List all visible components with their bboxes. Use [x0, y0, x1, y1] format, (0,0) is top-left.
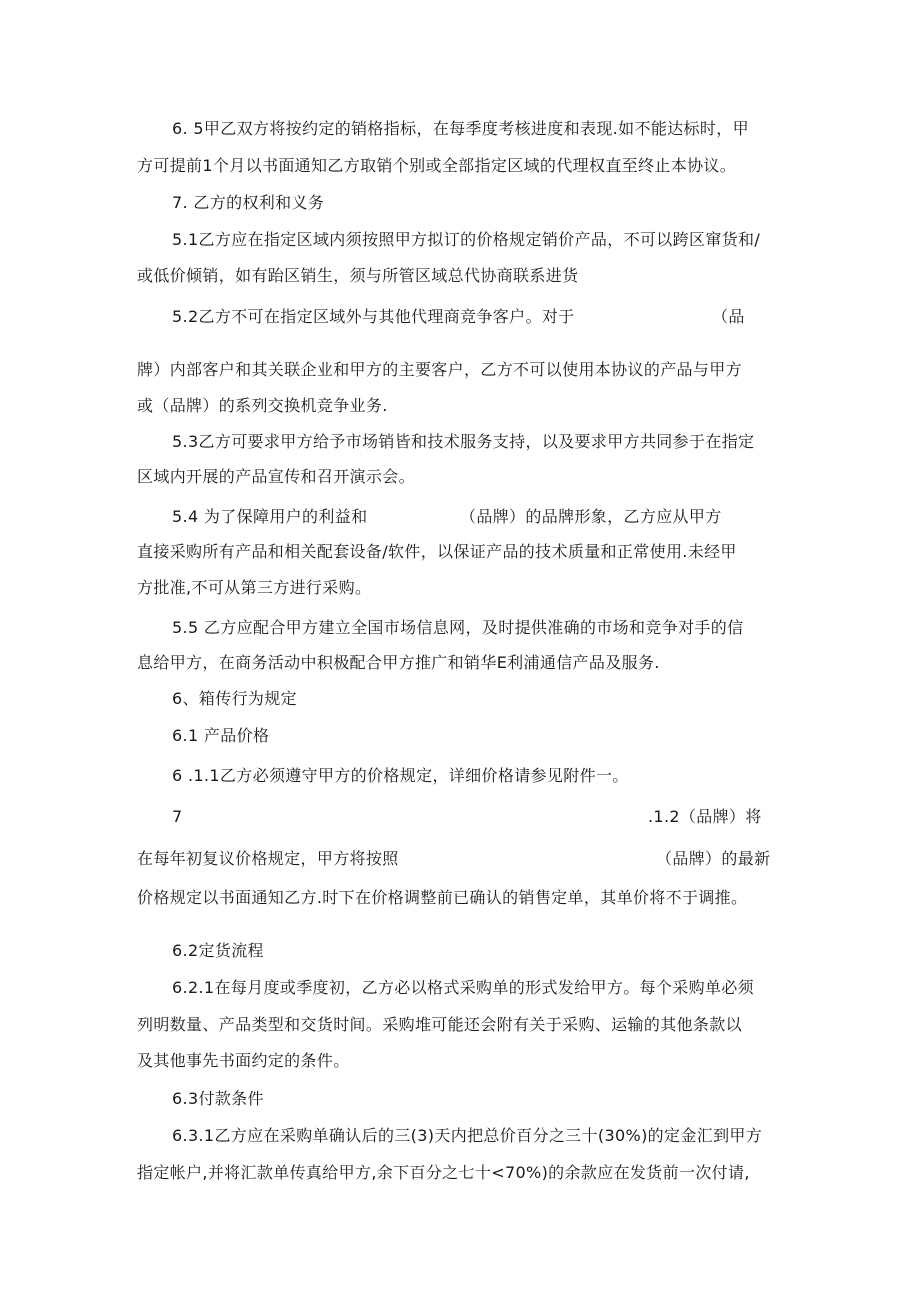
paragraph-5-3-line-2: 区域内开展的产品宣传和召开演示会。 — [137, 467, 415, 486]
paragraph-6-1-2-number: 7 — [172, 807, 183, 826]
paragraph-6-2-1-line-2: 列明数量、产品类型和交货时间。采购堆可能还会附有关于采购、运输的其他条款以 — [137, 1015, 742, 1034]
paragraph-6-1-2-line-1: .1.2（品牌）将 — [648, 807, 762, 826]
paragraph-5-3-line-1: 5.3乙方可要求甲方给予市场销皆和技术服务支持，以及要求甲方共同参于在指定 — [172, 432, 755, 451]
paragraph-6-5-line-2: 方可提前1个月以书面通知乙方取销个别或全部指定区域的代理权直至终止本协议。 — [137, 156, 737, 175]
paragraph-6-5-line-1: 6. 5甲乙双方将按约定的销格指标，在每季度考核进度和表现.如不能达标时，甲 — [172, 119, 749, 138]
paragraph-5-4-line-3: 方批准,不可从第三方进行采购。 — [137, 578, 372, 597]
subsection-6-2-heading: 6.2定货流程 — [172, 941, 264, 960]
subsection-6-3-heading: 6.3付款条件 — [172, 1089, 264, 1108]
section-7-heading: 7. 乙方的权利和义务 — [172, 193, 325, 212]
paragraph-5-2-line-3: 或（品牌）的系列交换机竞争业务. — [137, 396, 388, 415]
paragraph-5-5-line-2: 息给甲方，在商务活动中积极配合甲方推广和销华E利浦通信产品及服务. — [137, 653, 660, 672]
paragraph-6-3-1-line-2: 指定帐户,并将汇款单传真给甲方,余下百分之七十<70%)的余款应在发货前一次付请, — [137, 1163, 750, 1182]
paragraph-6-1-1: 6 .1.1乙方必须遵守甲方的价格规定，详细价格请参见附件一。 — [172, 766, 629, 785]
paragraph-5-1-line-2: 或低价倾销，如有跆区销生，须与所管区域总代协商联系进货 — [137, 266, 579, 285]
paragraph-5-2-line-2: 牌）内部客户和其关联企业和甲方的主要客户，乙方不可以使用本协议的产品与甲方 — [137, 360, 742, 379]
paragraph-5-4-line-2: 直接采购所有产品和相关配套设备/软件，以保证产品的技术质量和正常使用.未经甲 — [137, 542, 737, 561]
paragraph-5-4-line-1b: （品牌）的品牌形象，乙方应从甲方 — [460, 507, 722, 526]
paragraph-6-3-1-line-1: 6.3.1乙方应在采购单确认后的三(3)天内把总价百分之三十(30%)的定金汇到甲方 — [172, 1126, 763, 1145]
section-6-heading: 6、箱传行为规定 — [172, 689, 297, 708]
paragraph-5-2-line-1: 5.2乙方不可在指定区域外与其他代理商竞争客户。对于 — [172, 307, 575, 326]
paragraph-5-2-brand-fragment: （品 — [712, 307, 745, 326]
paragraph-6-1-2-line-3: 价格规定以书面通知乙方.时下在价格调整前已确认的销售定单，其单价将不于调推。 — [137, 888, 748, 907]
paragraph-6-2-1-line-3: 及其他事先书面约定的条件。 — [137, 1051, 350, 1070]
paragraph-5-1-line-1: 5.1乙方应在指定区域内须按照甲方拟订的价格规定销价产品，不可以跨区窜货和/ — [172, 230, 761, 249]
paragraph-6-1-2-line-2b: （品牌）的最新 — [656, 849, 771, 868]
paragraph-5-5-line-1: 5.5 乙方应配合甲方建立全国市场信息网，及时提供准确的市场和竞争对手的信 — [172, 618, 744, 637]
subsection-6-1-heading: 6.1 产品价格 — [172, 726, 270, 745]
paragraph-6-1-2-line-2a: 在每年初复议价格规定，甲方将按照 — [137, 849, 399, 868]
paragraph-5-4-line-1a: 5.4 为了保障用户的利益和 — [172, 507, 368, 526]
paragraph-6-2-1-line-1: 6.2.1在每月度或季度初，乙方必以格式采购单的形式发给甲方。每个采购单必须 — [172, 978, 755, 997]
